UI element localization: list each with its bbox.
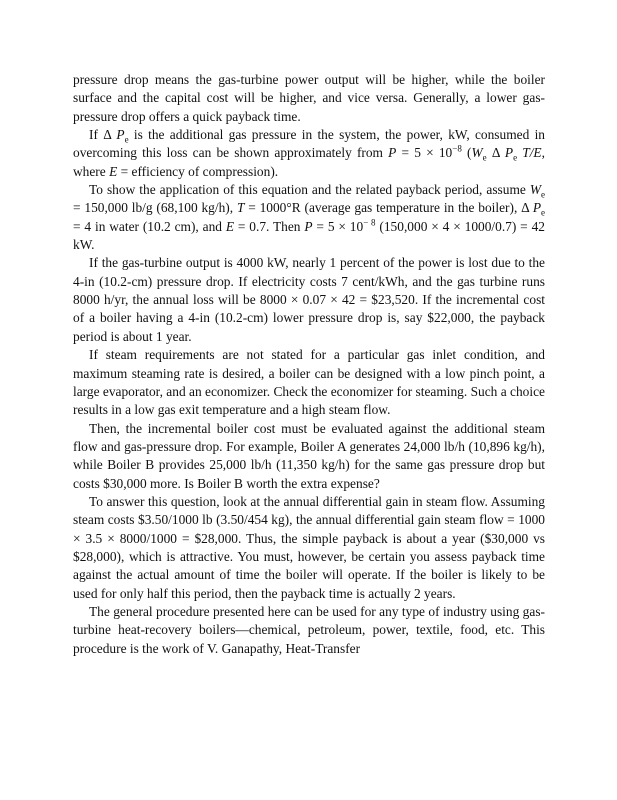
paragraph-general-procedure: The general procedure presented here can be used for any type of industry using gas-turbine heat-recovery boilers—chemical, petroleum, power, textile, food, etc. This procedure is the work of V. Ganapathy, Heat-Transfer (73, 603, 545, 656)
superscript: −8 (452, 143, 462, 154)
italic-variable: P (532, 200, 542, 216)
subscript: e (482, 153, 487, 164)
subscript: e (124, 134, 129, 145)
italic-variable: W (529, 182, 541, 198)
subscript: e (541, 189, 545, 200)
document-page (73, 71, 545, 658)
italic-variable: P (388, 145, 397, 161)
italic-variable: T (236, 200, 245, 216)
italic-variable: E (225, 218, 235, 234)
subscript: e (513, 153, 518, 164)
italic-variable: W (471, 145, 483, 161)
paragraph-equation-example: To show the application of this equation and the related payback period, assume $W_e = 150,000$ lb/g (68,100 kg/h), T = 1000°R (average gas temperature in the boiler), Δ $P_e = 4$ in water (10.2 cm), and E = 0.7. Then $P = 5 \times 10^{- 8}$ (150,000 × 4 × 1000/0.7) = 42 kW. (73, 182, 546, 253)
paragraph-steam-requirements: If steam requirements are not stated for a particular gas inlet condition, and maximum steaming rate is desired, a boiler can be designed with a low pinch point, a large evaporator, and an economizer. Check the economizer for steaming. Such a choice results in a low gas exit temperature and a high steam flow. (73, 347, 545, 418)
paragraph-boiler-comparison: Then, the incremental boiler cost must be evaluated against the additional steam flow and gas-pressure drop. For example, Boiler A generates 24,000 lb/h (10,896 kg/h), while Boiler B provides 25,000 lb/h (11,350 kg/h) for the same gas pressure drop but costs $30,000 more. Is Boiler B worth the extra expense? (73, 420, 545, 491)
superscript: − 8 (363, 217, 376, 228)
paragraph-gas-pressure-drop-intro: pressure drop means the gas-turbine power output will be higher, while the boiler surface and the capital cost will be higher, and vice versa. Generally, a lower gas-pressure drop offers a quick payback time. (73, 72, 545, 124)
subscript: e (541, 208, 546, 219)
paragraph-annual-loss: If the gas-turbine output is 4000 kW, nearly 1 percent of the power is lost due to the 4-in (10.2-cm) pressure drop. If electricity costs 7 cent/kWh, and the gas turbine runs 8000 h/yr, the annual loss will be 8000 × 0.07 × 42 = $23,520. If the incremental cost of a boiler having a 4-in (10.2-cm) lower pressure drop is, say $22,000, the payback period is about 1 year. (73, 255, 545, 344)
italic-variable: P (504, 145, 514, 161)
italic-variable: P (116, 127, 125, 143)
paragraph-power-loss-equation: If Δ $P_e$ is the additional gas pressure in the system, the power, kW, consumed in overcoming this loss can be shown approximately from $P = 5 \times 10^{-8}$ ($W_e$ Δ $P_e$ T/E, where E = efficiency of compression). (73, 127, 545, 179)
paragraph-differential-gain: To answer this question, look at the annual differential gain in steam flow. Assuming steam costs $3.50/1000 lb (3.50/454 kg), the annual differential gain steam flow = 1000 × 3.5 × 8000/1000 = $28,000. Thus, the simple payback is about a year ($30,000 vs $28,000), which is attractive. You must, however, be certain you assess payback time against the actual amount of time the boiler will operate. If the boiler is likely to be used for only half this period, then the payback time is actually 2 years. (73, 493, 545, 601)
italic-variable: E (109, 163, 118, 179)
italic-variable: T/E (522, 145, 542, 161)
italic-variable: P (304, 218, 313, 234)
